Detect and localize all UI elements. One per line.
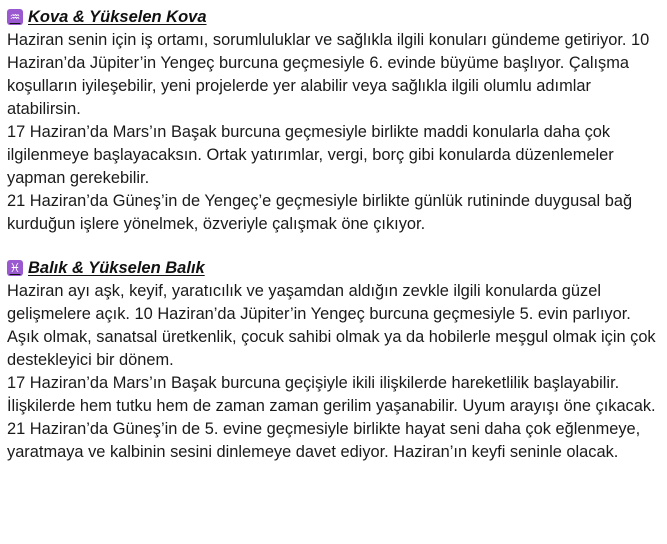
paragraph: Haziran senin için iş ortamı, sorumluluklar ve sağlıkla ilgili konuları gündeme getiriyor. 10 Haziran’da Jüpiter’in Yengeç burcuna geçmesiyle 6. evinde büyüme başlıyor. Çalışma koşulların iyileşebilir, yeni projelerde yer alabilir veya sağlıkla ilgili olumlu adımlar atabilirsin. [7,31,650,118]
section-title: Balık & Yükselen Balık [28,258,205,277]
aquarius-icon: ♒ [7,9,23,25]
pisces-icon: ♓ [7,260,23,276]
section-heading-balik [7,256,663,280]
section-heading-kova [7,5,663,29]
paragraph: 21 Haziran’da Güneş’in de Yengeç’e geçmesiyle birlikte günlük rutininde duygusal bağ kurduğun işlere yönelmek, özveriyle çalışmak öne çıkıyor. [7,192,633,233]
section-kova [7,5,663,236]
section-title: Kova & Yükselen Kova [28,7,207,26]
paragraph: 17 Haziran’da Mars’ın Başak burcuna geçişiyle ikili ilişkilerde hareketlilik başlayabilir. İlişkilerde hem tutku hem de zaman zaman gerilim yaşanabilir. Uyum arayışı öne çıkacak. [7,374,656,415]
paragraph: 21 Haziran’da Güneş’in de 5. evine geçmesiyle birlikte hayat seni daha çok eğlenmeye, yaratmaya ve kalbinin sesini dinlemeye davet ediyor. Haziran’ın keyfi seninle olacak. [7,420,641,461]
section-balik [7,256,663,464]
horoscope-document [7,5,663,464]
paragraph: 17 Haziran’da Mars’ın Başak burcuna geçmesiyle birlikte maddi konularla daha çok ilgilenmeye başlayacaksın. Ortak yatırımlar, vergi, borç gibi konularda düzenlemeler yapman gerekebilir. [7,123,614,187]
paragraph: Haziran ayı aşk, keyif, yaratıcılık ve yaşamdan aldığın zevkle ilgili konularda güzel gelişmelere açık. 10 Haziran’da Jüpiter’in Yengeç burcuna geçmesiyle 5. evin parlıyor. Aşık olmak, sanatsal üretkenlik, çocuk sahibi olmak ya da hobilerle meşgul olmak için çok destekleyici bir dönem. [7,282,656,369]
